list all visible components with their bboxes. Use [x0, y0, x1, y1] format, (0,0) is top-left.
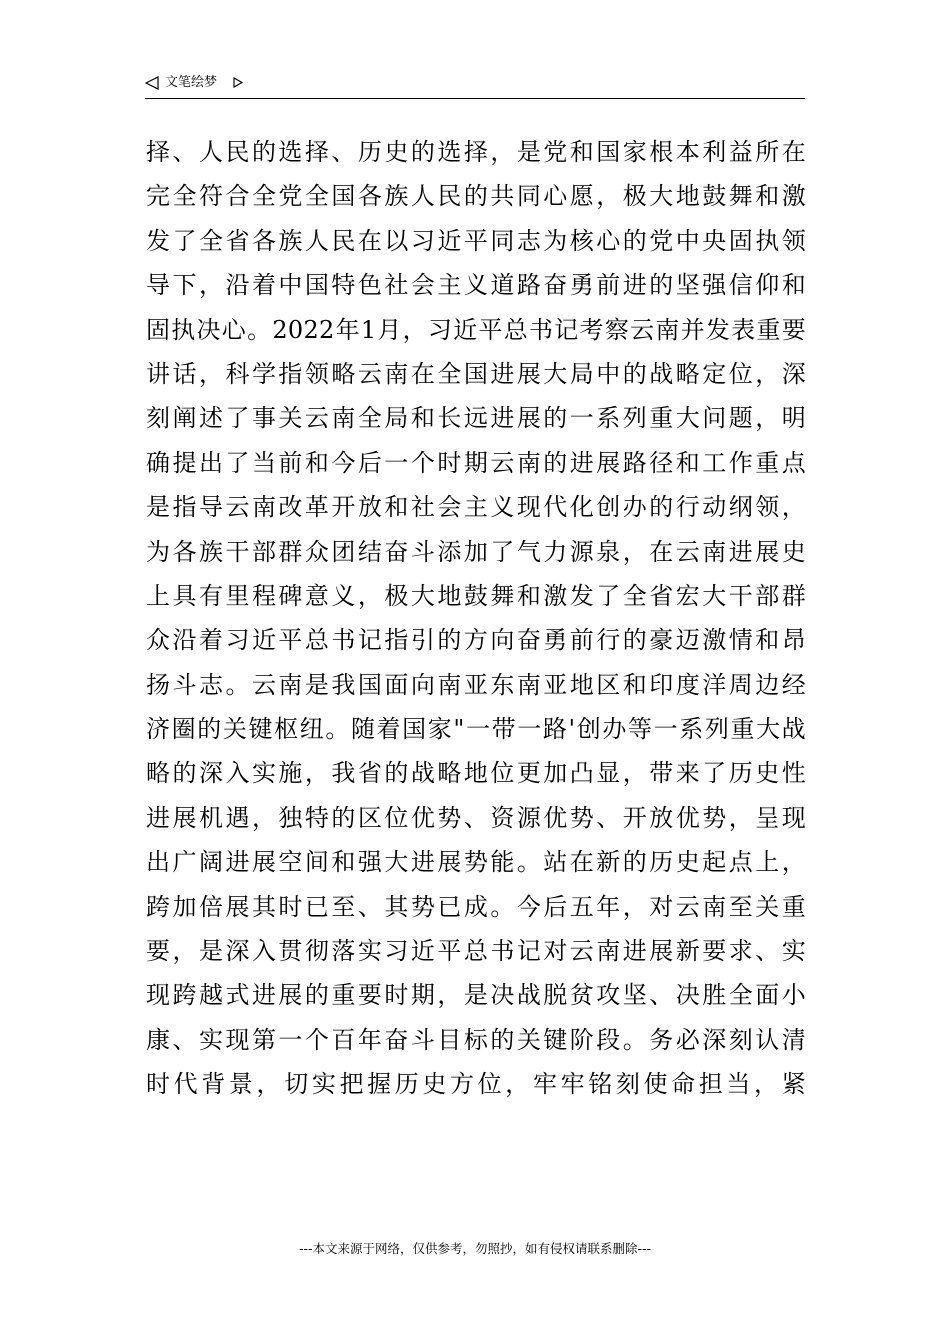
triangle-right-icon: [233, 77, 243, 88]
text-line: 上具有里程碑意义，极大地鼓舞和激发了全省宏大干部群: [146, 581, 806, 610]
text-line: 择、人民的选择、历史的选择，是党和国家根本利益所在: [146, 138, 806, 166]
text-line: 时代背景，切实把握历史方位，牢牢铭刻使命担当，紧: [146, 1070, 806, 1099]
document-body: [146, 130, 806, 1107]
text-line: 康、实现第一个百年奋斗目标的关键阶段。务必深刻认清: [146, 1025, 806, 1054]
text-line: 确提出了当前和今后一个时期云南的进展路径和工作重点: [146, 448, 806, 477]
text-line: 为各族干部群众团结奋斗添加了气力源泉，在云南进展史: [146, 537, 806, 566]
triangle-left-icon: [145, 76, 159, 90]
text-line: 众沿着习近平总书记指引的方向奋勇前行的豪迈激情和昂: [146, 626, 806, 655]
page-header: [145, 72, 805, 99]
text-line: 是指导云南改革开放和社会主义现代化创办的行动纲领，: [146, 493, 806, 522]
text-line: 进展机遇，独特的区位优势、资源优势、开放优势，呈现: [146, 803, 806, 832]
text-line: 跨加倍展其时已至、其势已成。今后五年，对云南至关重: [146, 892, 806, 921]
text-line: 讲话，科学指领略云南在全国进展大局中的战略定位，深: [146, 359, 806, 388]
text-line: 济圈的关键枢纽。随着国家"一带一路'创办等一系列重大战: [146, 715, 806, 744]
text-line: 出广阔进展空间和强大进展势能。站在新的历史起点上，: [146, 848, 806, 877]
text-line: 导下，沿着中国特色社会主义道路奋勇前进的坚强信仰和: [146, 271, 806, 300]
text-line: 完全符合全党全国各族人民的共同心愿，极大地鼓舞和激: [146, 182, 806, 211]
text-line: 现跨越式进展的重要时期，是决战脱贫攻坚、决胜全面小: [146, 981, 806, 1010]
text-line: 要，是深入贯彻落实习近平总书记对云南进展新要求、实: [146, 937, 806, 966]
text-line: 扬斗志。云南是我国面向南亚东南亚地区和印度洋周边经: [146, 670, 806, 699]
header-brand: 文笔绘梦: [165, 75, 218, 90]
text-line: 略的深入实施，我省的战略地位更加凸显，带来了历史性: [146, 759, 806, 788]
text-line: 固执决心。2022年1月，习近平总书记考察云南并发表重要: [146, 315, 806, 344]
text-line: 刻阐述了事关云南全局和长远进展的一系列重大问题，明: [146, 404, 806, 433]
text-line: 发了全省各族人民在以习近平同志为核心的党中央固执领: [146, 226, 806, 255]
footer-notice: ---本文来源于网络，仅供参考，勿照抄，如有侵权请联系删除---: [298, 1241, 652, 1256]
